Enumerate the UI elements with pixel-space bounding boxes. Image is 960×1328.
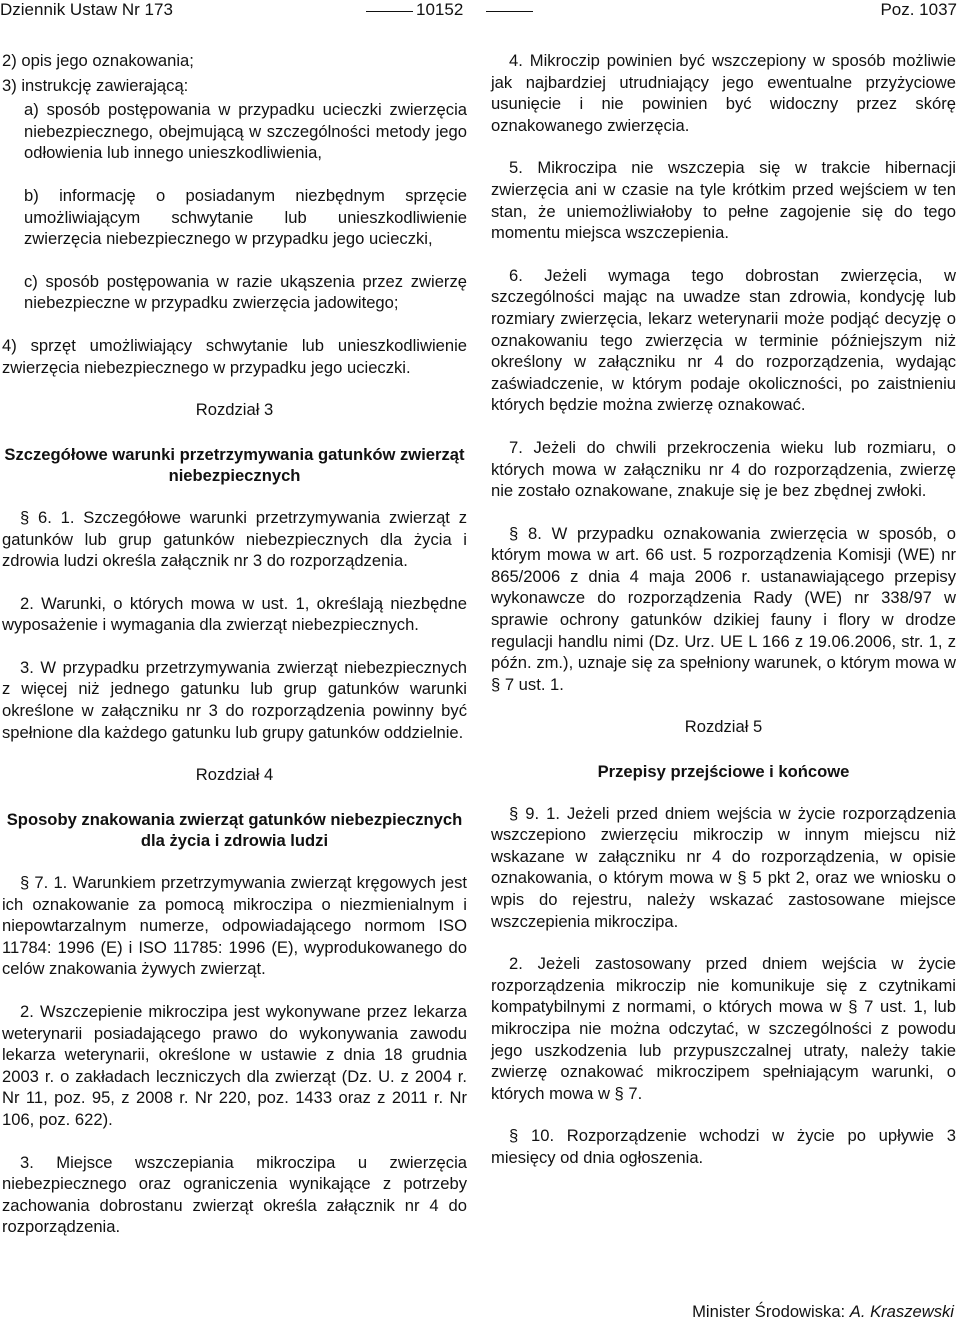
paragraph: 5. Mikroczipa nie wszczepia się w trakcie hibernacji zwierzęcia ani w czasie na tyle krótkim przed wejściem w ten stan, że uniemożliwiałoby to pełne zagojenie się do tego momentu miejsca wszczepienia.: [491, 158, 956, 243]
paragraph: 2) opis jego oznakowania;: [2, 51, 194, 70]
paragraph: § 9. 1. Jeżeli przed dniem wejścia w życie rozporządzenia wszczepiono zwierzęciu mikroczip w innym miejscu niż wskazane w załączniku nr 4 do rozporządzenia, w opisie oznakowania, o którym mowa w § 5 pkt 2, oraz we wniosku o wpis do rejestru, należy wskazać zastosowane miejsce wszczepienia mikroczipa.: [491, 803, 956, 931]
signature-title: Minister Środowiska:: [692, 1302, 846, 1321]
paragraph: 2. Jeżeli zastosowany przed dniem wejścia w życie rozporządzenia mikroczip nie komunikuje się z czytnikami kompatybilnymi z normami, o których mowa w § 7 ust. 1, lub mikroczipa nie można odczytać, w szczególności z powodu jego uszkodzenia lub przypuszczalnej utraty, należy takie zwierzę oznakować mikroczipem spełniającym warunki, o których mowa w § 7.: [491, 954, 956, 1103]
page-header: [0, 0, 960, 24]
chapter-title: Szczegółowe warunki przetrzymywania gatunków zwierząt niebezpiecznych: [4, 444, 465, 486]
left-column: [2, 50, 467, 1259]
header-rule-left: [366, 11, 413, 12]
position-number: Poz. 1037: [880, 0, 957, 19]
paragraph: § 7. 1. Warunkiem przetrzymywania zwierząt kręgowych jest ich oznakowanie za pomocą mikroczipa o niezmienialnym i niepowtarzalnym numerze, odpowiadającego normom ISO 11784: 1996 (E) i ISO 11785: 1996 (E), wyprodukowanego do celów znakowania żywych zwierząt.: [2, 873, 467, 979]
chapter-heading: Rozdział 4: [195, 765, 274, 785]
paragraph: 7. Jeżeli do chwili przekroczenia wieku lub rozmiaru, o których mowa w załączniku nr 4 do rozporządzenia, zwierzę nie zostało oznakowane, znakuje się je bez zbędnej zwłoki.: [491, 437, 956, 501]
paragraph: 3. Miejsce wszczepiania mikroczipa u zwierzęcia niebezpiecznego oraz ograniczenia wynikające z potrzeby zachowania dobrostanu zwierząt określa załącznik nr 4 do rozporządzenia.: [2, 1152, 467, 1237]
paragraph: § 10. Rozporządzenie wchodzi w życie po upływie 3 miesięcy od dnia ogłoszenia.: [491, 1126, 956, 1167]
right-column: [491, 50, 956, 1190]
header-rule-right: [486, 11, 533, 12]
paragraph: 4) sprzęt umożliwiający schwytanie lub unieszkodliwienie zwierzęcia niebezpiecznego w przypadku jego ucieczki.: [2, 335, 467, 377]
chapter-heading: Rozdział 5: [684, 717, 763, 737]
chapter-heading: Rozdział 3: [195, 400, 274, 420]
paragraph: 3. W przypadku przetrzymywania zwierząt niebezpiecznych z więcej niż jednego gatunku lub grup gatunków warunki określone w załączniku nr 3 do rozporządzenia powinny być spełnione dla każdego gatunku lub grupy gatunków oddzielnie.: [2, 657, 467, 742]
paragraph: a) sposób postępowania w przypadku ucieczki zwierzęcia niebezpiecznego, obejmującą w szczególności metody jego odłowienia lub innego unieszkodliwienia,: [24, 100, 467, 163]
chapter-title: Przepisy przejściowe i końcowe: [597, 762, 850, 782]
paragraph: 3) instrukcję zawierającą:: [2, 75, 189, 95]
paragraph: 4. Mikroczip powinien być wszczepiony w sposób możliwie jak najbardziej utrudniający jego ewentualne przyżyciowe usunięcie i nie powinien być widoczny przez skórę oznakowanego zwierzęcia.: [491, 51, 956, 135]
paragraph: c) sposób postępowania w razie ukąszenia przez zwierzę niebezpieczne w przypadku zwierzęcia jadowitego;: [24, 271, 467, 313]
paragraph: 2. Warunki, o których mowa w ust. 1, określają niezbędne wyposażenie i wymagania dla zwierząt niebezpiecznych.: [2, 593, 467, 635]
paragraph: § 6. 1. Szczegółowe warunki przetrzymywania zwierząt z gatunków lub grup gatunków niebezpiecznych dla życia i zdrowia ludzi określa załącznik nr 3 do rozporządzenia.: [2, 507, 467, 571]
paragraph: 2. Wszczepienie mikroczipa jest wykonywane przez lekarza weterynarii posiadającego prawo do wykonywania zawodu lekarza weterynarii, określone w ustawie z dnia 18 grudnia 2003 r. o zakładach leczniczych dla zwierząt (Dz. U. z 2004 r. Nr 11, poz. 95, z 2008 r. Nr 220, poz. 1433 oraz z 2011 r. Nr 106, poz. 622).: [2, 1002, 467, 1129]
paragraph: § 8. W przypadku oznakowania zwierzęcia w sposób, o którym mowa w art. 66 ust. 5 rozporządzenia Komisji (WE) nr 865/2006 z dnia 4 maja 2006 r. ustanawiającego przepisy wykonawcze do rozporządzenia Rady (WE) nr 338/97 w sprawie ochrony gatunków dzikiej fauny i flory w drodze regulacji handlu nimi (Dz. Urz. UE L 166 z 19.06.2006, str. 1, z późn. zm.), uznaje się za spełniony warunek, o którym mowa w § 7 ust. 1.: [491, 523, 956, 694]
chapter-title: Sposoby znakowania zwierząt gatunków niebezpiecznych dla życia i zdrowia ludzi: [6, 809, 463, 851]
signature: [692, 1302, 954, 1322]
paragraph: 6. Jeżeli wymaga tego dobrostan zwierzęcia, w szczególności mając na uwadze stan zdrowia, kondycję lub rozmiary zwierzęcia, lekarz weterynarii może podjąć decyzję o oznakowaniu tego zwierzęcia w terminie późniejszym niż określony w załączniku nr 4 do rozporządzenia, wydając zaświadczenie, w którym podaje okoliczności, po zaistnieniu których będzie można zwierzę oznakować.: [491, 265, 956, 415]
signature-name: A. Kraszewski: [849, 1302, 954, 1321]
paragraph: b) informację o posiadanym niezbędnym sprzęcie umożliwiającym schwytanie lub unieszkodliwienie zwierzęcia niebezpiecznego w przypadku jego ucieczki,: [24, 185, 467, 249]
page-number: 10152: [416, 0, 464, 19]
journal-title: Dziennik Ustaw Nr 173: [0, 0, 173, 19]
